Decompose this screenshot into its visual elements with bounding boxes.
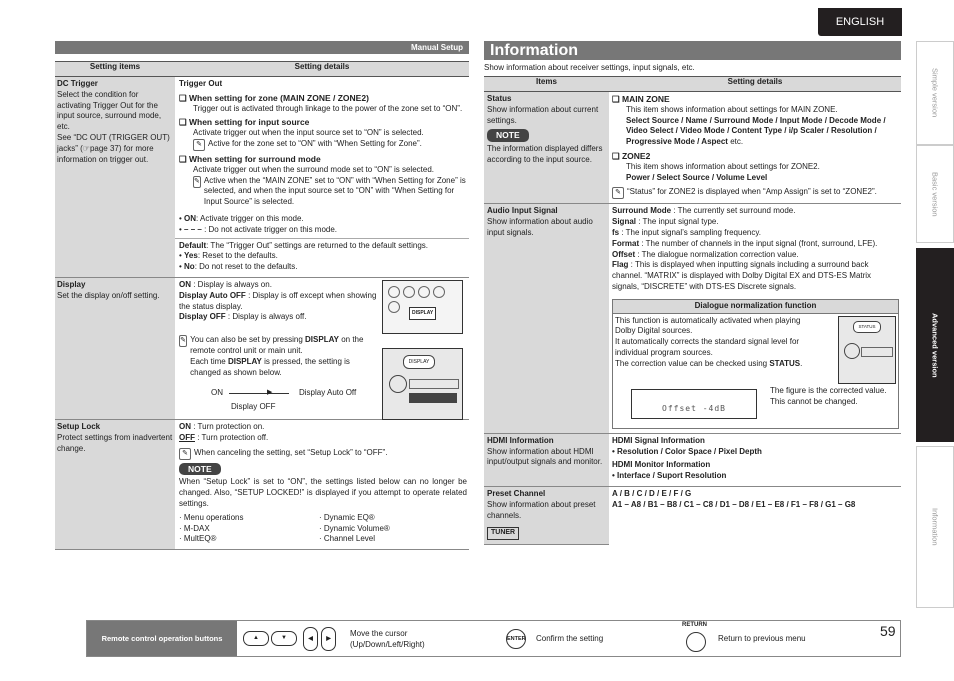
item-title: HDMI Information xyxy=(487,435,554,445)
note-badge: NOTE xyxy=(179,463,221,476)
on-key: ON xyxy=(179,421,191,431)
setup-lock-note: When “Setup Lock” is set to “ON”, the settings listed below can no longer be changed. Also, “SETUP LOCKED!” is displayed if you attempt to operate related settings. xyxy=(179,477,467,508)
default-text: : The “Trigger Out” settings are returned to the default settings. xyxy=(206,240,429,250)
display-key: DISPLAY xyxy=(227,356,262,366)
table-row-setup-lock xyxy=(55,419,469,549)
remote-display-button: DISPLAY xyxy=(409,307,436,320)
item-title: Preset Channel xyxy=(487,488,546,498)
off-text: : Do not activate trigger on this mode. xyxy=(204,224,338,234)
status-key: STATUS xyxy=(769,358,801,368)
list-item: · M-DAX xyxy=(179,523,210,533)
list-item: · Dynamic EQ® xyxy=(319,512,375,522)
unit-status-button: STATUS xyxy=(853,321,881,333)
item-desc: Select the condition for activating Trigger Out for the input source, surround mode, etc. xyxy=(57,89,162,132)
lcd-display: Offset -4dB xyxy=(631,389,757,419)
remote-control-image xyxy=(382,280,463,334)
item-title: Status xyxy=(487,94,512,103)
on-key: ON xyxy=(184,213,197,223)
item-desc: Show information about preset channels. xyxy=(487,499,596,520)
item-title: DC Trigger xyxy=(57,79,98,88)
table-row-display xyxy=(55,277,469,419)
audio-value: : The dialogue normalization correction value. xyxy=(635,249,799,259)
off-text: : Turn protection off. xyxy=(197,432,269,442)
remote-ops-label: Remote control operation buttons xyxy=(87,621,237,656)
unit-display-button: DISPLAY xyxy=(403,355,435,369)
information-table xyxy=(484,76,901,545)
main-unit-image xyxy=(838,316,896,384)
note-badge: NOTE xyxy=(487,129,529,142)
input-text: Activate trigger out when the input source set to “ON” is selected. xyxy=(193,128,424,138)
preset-channels: A1 – A8 / B1 – B8 / C1 – C8 / D1 – D8 / E1 – E8 / F1 – F8 / G1 – G8 xyxy=(612,499,856,509)
table-row-hdmi xyxy=(484,433,901,486)
display-off-text: : Display is always off. xyxy=(227,312,307,322)
surround-text: Activate trigger out when the surround mode set to “ON” is selected. xyxy=(193,164,435,174)
pencil-icon: ✎ xyxy=(179,448,191,460)
dn-text: It automatically corrects the standard signal level for individual program sources. xyxy=(615,337,800,357)
main-zone-heading: MAIN ZONE xyxy=(621,94,670,104)
table-row-status: Status Show information about current settings. NOTE The information displayed differs according to the input source. ❑ MAIN ZONE This item shows information about settings for MAIN ZONE. Select Source / Name / Surround Mode / Input Mode / Decode Mode / Video Select / Video Mode / Content Type / i/p Scaler / Resolution / Progressive Mode / Aspect etc. ❑ ZONE2 This item shows information about settings for ZONE2. Power / Select Source / Volume Level ✎ “Status” for ZONE2 is displayed when “Amp Assign” is set to “ZONE2”. xyxy=(484,92,901,204)
return-label: RETURN xyxy=(682,621,707,628)
hdmi-monitor-heading: HDMI Monitor Information xyxy=(612,460,711,470)
language-tab: ENGLISH xyxy=(818,8,902,36)
remote-ops-bar xyxy=(86,620,901,657)
no-text: : Do not reset to the defaults. xyxy=(194,262,298,272)
enter-text: Confirm the setting xyxy=(536,634,604,643)
pencil-icon: ✎ xyxy=(179,335,187,347)
side-tab-information[interactable]: Information xyxy=(916,446,954,608)
zone2-items: Power / Select Source / Volume Level xyxy=(626,172,768,182)
hdmi-signal-heading: HDMI Signal Information xyxy=(612,435,705,445)
on-text: : Turn protection on. xyxy=(193,421,265,431)
setup-lock-hint: When canceling the setting, set “Setup Lock” to “OFF”. xyxy=(194,447,388,457)
arrow-right-icon: ▶ xyxy=(321,627,336,651)
cycle-auto-off: Display Auto Off xyxy=(299,387,357,397)
display-note2-rest: is pressed, the setting is changed as shown below. xyxy=(190,356,350,377)
zone-heading: When setting for zone (MAIN ZONE / ZONE2) xyxy=(188,92,369,103)
pencil-icon: ✎ xyxy=(193,139,205,151)
display-note1: You can also be set by pressing xyxy=(190,335,306,345)
audio-key: Offset xyxy=(612,249,636,259)
off-key: – – – xyxy=(184,224,202,234)
item-see: See “DC OUT (TRIGGER OUT) jacks” (☞page 37) for more information on trigger out. xyxy=(57,132,170,164)
auto-off-text: : Display is off except when showing the status display. xyxy=(179,290,377,311)
audio-value: : The number of channels in the input signal (front, surround, LFE). xyxy=(639,238,878,248)
display-off-key: Display OFF xyxy=(179,312,226,322)
audio-key: Format xyxy=(612,238,640,248)
dn-text: This function is automatically activated when playing Dolby Digital sources. xyxy=(615,315,801,336)
zone-text: Trigger out is activated through linkage to the power of the zone set to “ON”. xyxy=(193,103,463,113)
zone2-heading: ZONE2 xyxy=(621,150,651,161)
col-header-setting-items: Setting items xyxy=(55,62,175,77)
col-header-setting-details: Setting details xyxy=(609,77,901,92)
main-zone-text: This item shows information about settings for MAIN ZONE. xyxy=(626,104,838,114)
input-heading: When setting for input source xyxy=(188,117,310,128)
surround-heading: When setting for surround mode xyxy=(188,153,321,164)
surround-note: Active when the “MAIN ZONE” set to “ON” with “When Setting for Zone” is selected, and when the input source set to “ON” with “When Setting for Input Source” is selected. xyxy=(203,175,466,207)
display-note1-rest: on the remote control unit or main unit. xyxy=(190,335,364,355)
input-note: Active for the zone set to “ON” with “When Setting for Zone”. xyxy=(208,138,422,148)
main-zone-items: Select Source / Name / Surround Mode / Input Mode / Decode Mode / Video Select / Video Mode / Content Type / i/p Scaler / Resolution / Progressive Mode / Aspect xyxy=(626,115,886,147)
col-header-setting-details: Setting details xyxy=(175,62,469,77)
item-title: Display xyxy=(57,279,86,289)
audio-key: Flag xyxy=(612,260,629,270)
display-cycle-diagram xyxy=(211,388,381,414)
yes-key: Yes xyxy=(184,251,198,261)
display-key: DISPLAY xyxy=(305,335,339,345)
table-row-preset xyxy=(484,486,901,544)
item-desc: Protect settings from inadvertent change. xyxy=(57,432,173,453)
list-item: · Menu operations xyxy=(179,512,244,522)
trigger-out-label: Trigger Out xyxy=(179,79,223,88)
settings-table xyxy=(55,61,469,550)
preset-banks: A / B / C / D / E / F / G xyxy=(612,488,692,498)
page-number: 59 xyxy=(880,623,896,639)
dn-text-end: . xyxy=(800,358,803,368)
on-text: : Display is always on. xyxy=(193,279,272,289)
audio-value: : The currently set surround mode. xyxy=(671,206,796,216)
off-key: OFF xyxy=(179,432,195,442)
on-text: : Activate trigger on this mode. xyxy=(196,213,304,223)
pencil-icon: ✎ xyxy=(193,176,201,188)
return-text: Return to previous menu xyxy=(718,634,806,643)
arrow-left-icon: ◀ xyxy=(303,627,318,651)
auto-off-key: Display Auto OFF xyxy=(179,290,246,300)
main-unit-image xyxy=(382,348,463,420)
hdmi-signal-items: • Resolution / Color Space / Pixel Depth xyxy=(612,446,762,456)
section-bar-manual-setup: Manual Setup xyxy=(55,41,469,54)
cycle-on: ON xyxy=(211,387,223,397)
item-title: Setup Lock xyxy=(57,421,101,431)
cycle-display-off: Display OFF xyxy=(231,401,276,411)
status-note: The information displayed differs according to the input source. xyxy=(487,144,603,164)
on-key: ON xyxy=(179,279,191,289)
col-header-items: Items xyxy=(484,77,609,92)
arrow-down-icon: ▼ xyxy=(271,631,297,646)
dn-title: Dialogue normalization function xyxy=(613,300,898,314)
display-note2: Each time xyxy=(190,356,228,366)
list-item: · MultEQ® xyxy=(179,534,217,544)
zone2-note: “Status” for ZONE2 is displayed when “Amp Assign” is set to “ZONE2”. xyxy=(627,187,877,197)
item-desc: Show information about audio input signals. xyxy=(487,217,593,237)
audio-key: fs xyxy=(612,227,620,237)
audio-value: : The input signal’s sampling frequency. xyxy=(619,227,761,237)
side-tab-advanced[interactable]: Advanced version xyxy=(916,248,954,442)
item-desc: Set the display on/off setting. xyxy=(57,290,160,300)
list-item: · Channel Level xyxy=(319,534,376,544)
hdmi-monitor-items: • Interface / Suport Resolution xyxy=(612,471,727,481)
list-item: · Dynamic Volume® xyxy=(319,523,390,533)
item-desc: Show information about current settings. xyxy=(487,104,599,125)
audio-value: : The input signal type. xyxy=(636,217,719,227)
table-row-audio-input xyxy=(484,204,901,433)
move-cursor-text: Move the cursor (Up/Down/Left/Right) xyxy=(350,628,425,649)
audio-key: Surround Mode xyxy=(612,206,672,216)
audio-value: : This is displayed when inputting signals including a surround back channel. “MATRIX” is displayed with Dolby Digital EX and DTS-ES Matrix signals, “DISCRETE” with DTS-ES Discrete signals. xyxy=(612,260,872,291)
side-tab-basic[interactable]: Basic version xyxy=(916,145,954,243)
pencil-icon: ✎ xyxy=(612,187,624,199)
page-title: Information xyxy=(484,41,901,60)
arrow-up-icon: ▲ xyxy=(243,631,269,646)
side-tab-simple[interactable]: Simple version xyxy=(916,41,954,145)
dn-text: The correction value can be checked using xyxy=(615,358,770,368)
no-key: No xyxy=(184,262,195,272)
main-zone-etc: etc. xyxy=(727,137,744,147)
yes-text: : Reset to the defaults. xyxy=(197,251,278,261)
item-desc: Show information about HDMI input/output signals and monitor. xyxy=(487,446,603,467)
tuner-badge: TUNER xyxy=(487,527,519,540)
default-key: Default xyxy=(179,240,207,250)
return-button-icon xyxy=(686,632,706,652)
zone2-text: This item shows information about settings for ZONE2. xyxy=(626,161,820,171)
page-subtitle: Show information about receiver settings, input signals, etc. xyxy=(484,63,695,72)
item-title: Audio Input Signal xyxy=(487,206,558,216)
figure-caption: The figure is the corrected value. This cannot be changed. xyxy=(770,385,887,406)
enter-button-icon: ENTER xyxy=(506,629,526,649)
audio-key: Signal xyxy=(612,217,637,227)
arrow-right-icon: ▶ xyxy=(267,388,273,396)
dialogue-normalization-box xyxy=(612,299,899,429)
table-row-dc-trigger: DC Trigger Select the condition for activating Trigger Out for the input source, surround mode, etc. See “DC OUT (TRIGGER OUT) jacks” (☞page 37) for more information on trigger out. Trigger Out ❑ When setting for zone (MAIN ZONE / ZONE2) Trigger out is activated through linkage to the power of the zone set to “ON”. ❑ When setting for input source Activate trigger out when the input source set to “ON” is selected. ✎ Active for the zone set to “ON” with “When Setting for Zone”. ❑ When setting for surround mode Activate trigger out when the surround mode set to “ON” is selected. ✎ Active when the “MAIN ZONE” set to “ON” with “When Setting for Zone” is selected, and when the input source set to “ON” with “When Setting for Input Source” is selected. • ON: Activate trigger on this mode. • – – – : Do not activate trigger on this mode. Default: The “Trigger Out” settings are returned to the default settings. • Yes: Reset to the defaults. • No: Do not reset to the defaults. xyxy=(55,77,469,278)
